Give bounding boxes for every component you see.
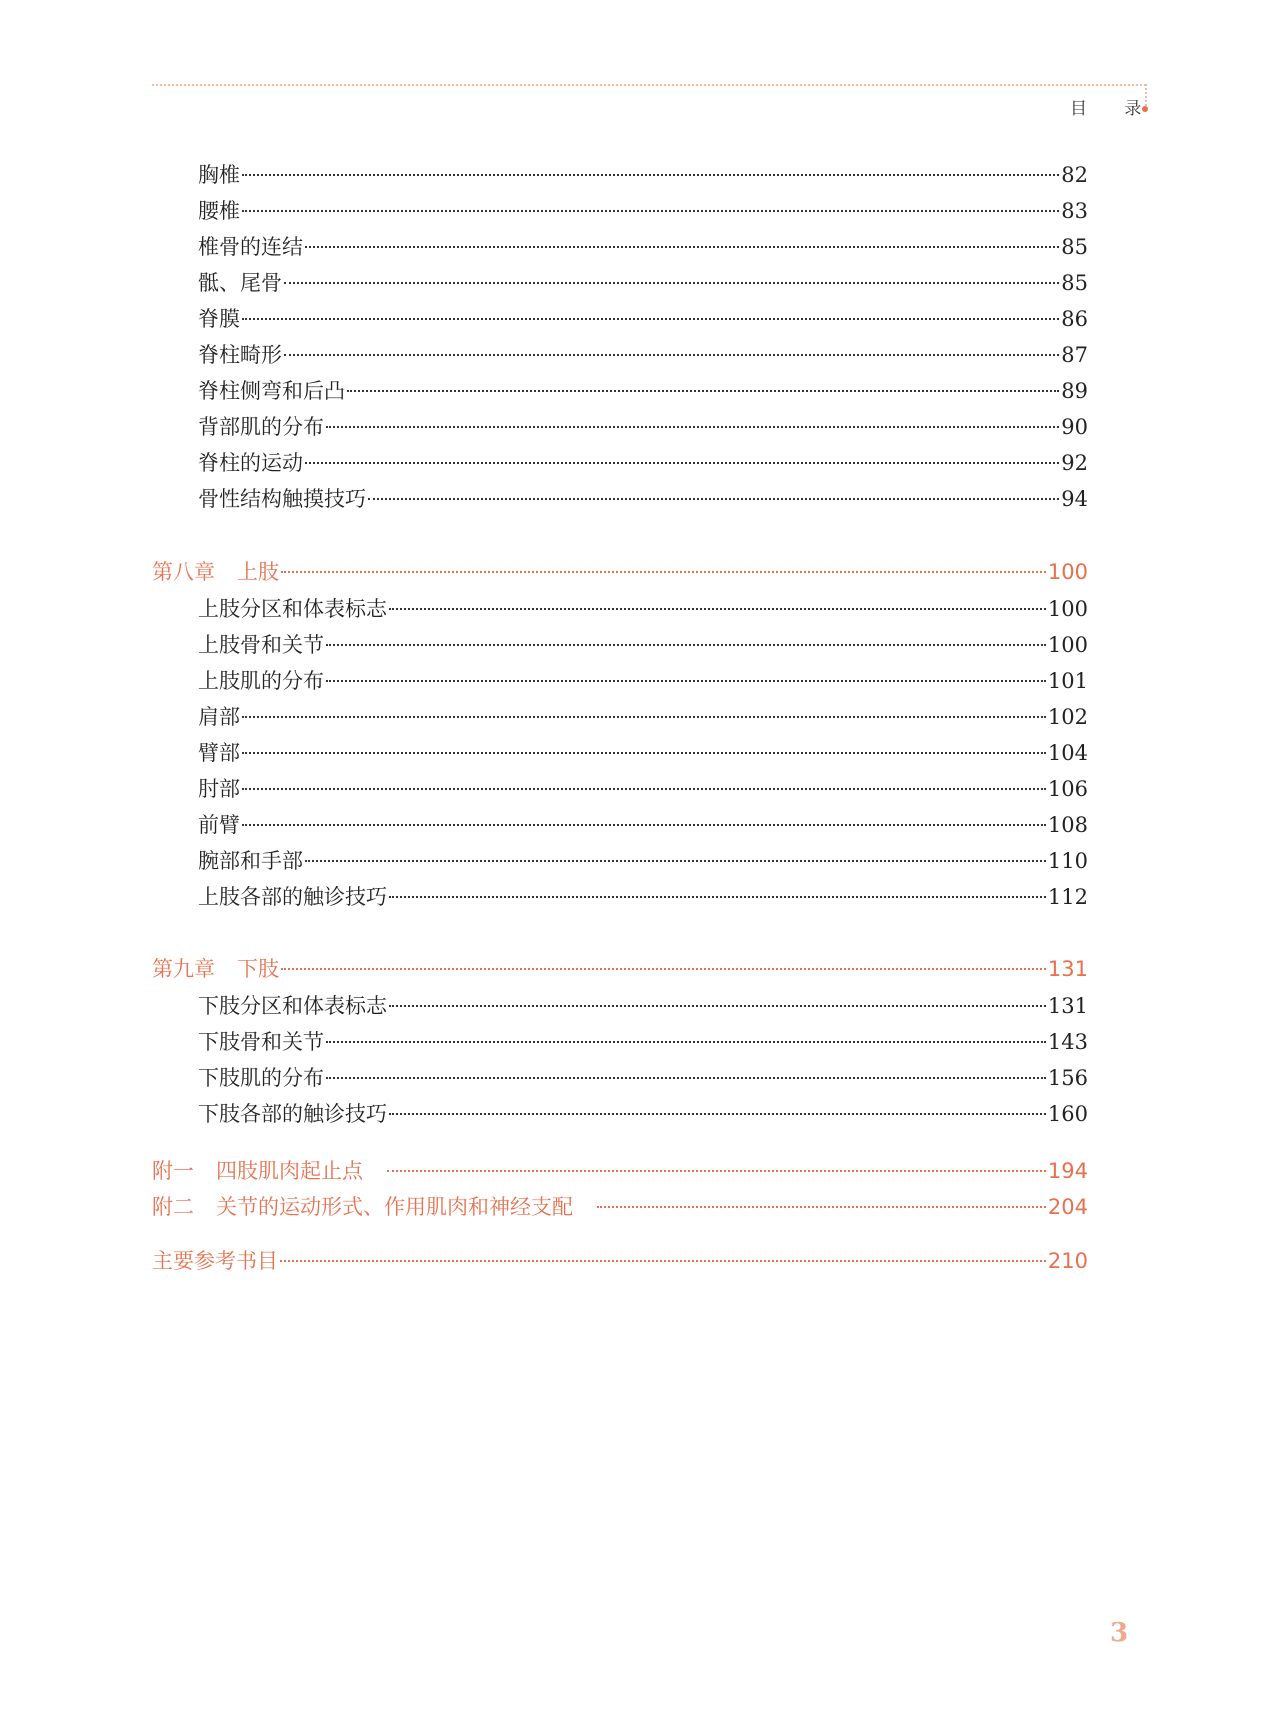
- toc-references[interactable]: [152, 1244, 1088, 1278]
- toc-entry-page: 82: [1061, 163, 1088, 187]
- chapter-number: 第九章: [152, 957, 215, 981]
- toc-entry[interactable]: [152, 158, 1088, 192]
- toc-entry-page: 83: [1061, 199, 1088, 223]
- toc-entry-page: 143: [1047, 1030, 1088, 1054]
- toc-entry-page: 102: [1047, 705, 1088, 729]
- references-title: 主要参考书目: [152, 1249, 278, 1273]
- toc-entry-title: 下肢各部的触诊技巧: [198, 1102, 387, 1126]
- toc-entry-title: 脊膜: [198, 307, 240, 331]
- toc-chapter-9[interactable]: [152, 952, 1088, 986]
- dot-leader: [284, 354, 1059, 356]
- toc-entry-title: 下肢肌的分布: [198, 1066, 324, 1090]
- toc-entry[interactable]: [152, 1097, 1088, 1131]
- toc-entry[interactable]: [152, 664, 1088, 698]
- toc-entry[interactable]: [152, 700, 1088, 734]
- toc-entry[interactable]: [152, 302, 1088, 336]
- toc-entry-page: 131: [1047, 994, 1088, 1018]
- appendix-page: 204: [1047, 1195, 1088, 1219]
- toc-entry-title: 下肢骨和关节: [198, 1030, 324, 1054]
- toc-entry[interactable]: [152, 1061, 1088, 1095]
- toc-entry-page: 87: [1061, 343, 1088, 367]
- dot-leader: [242, 716, 1046, 718]
- toc-entry-page: 90: [1061, 415, 1088, 439]
- chapter-title: 上肢: [237, 560, 279, 584]
- toc-entry-title: 背部肌的分布: [198, 415, 324, 439]
- dot-leader: [242, 788, 1046, 790]
- toc-entry-page: 101: [1047, 669, 1088, 693]
- toc-entry-title: 椎骨的连结: [198, 235, 303, 259]
- dot-leader: [305, 462, 1059, 464]
- dot-leader: [284, 282, 1059, 284]
- chapter-page: 100: [1047, 560, 1088, 584]
- toc-entry-page: 94: [1061, 487, 1088, 511]
- toc-entry-title: 脊柱的运动: [198, 451, 303, 475]
- toc-entry[interactable]: [152, 1025, 1088, 1059]
- appendix-number: 附一: [152, 1159, 194, 1183]
- dot-leader: [242, 752, 1046, 754]
- toc-entry-page: 104: [1047, 741, 1088, 765]
- toc-entry[interactable]: [152, 266, 1088, 300]
- toc-entry-page: 112: [1047, 885, 1088, 909]
- dot-leader: [368, 498, 1059, 500]
- toc-appendix-1[interactable]: [152, 1154, 1088, 1188]
- toc-entry[interactable]: [152, 844, 1088, 878]
- dot-leader: [326, 426, 1059, 428]
- toc-entry[interactable]: [152, 338, 1088, 372]
- chapter-title: 下肢: [237, 957, 279, 981]
- dot-leader: [326, 1041, 1046, 1043]
- toc-entry-title: 腕部和手部: [198, 849, 303, 873]
- appendix-page: 194: [1047, 1159, 1088, 1183]
- toc-entry[interactable]: [152, 230, 1088, 264]
- toc-chapter-8[interactable]: [152, 555, 1088, 589]
- toc-entry-page: 110: [1047, 849, 1088, 873]
- dot-leader: [280, 1260, 1046, 1262]
- toc-entry[interactable]: [152, 410, 1088, 444]
- toc-entry[interactable]: [152, 989, 1088, 1023]
- toc-entry[interactable]: [152, 628, 1088, 662]
- toc-entry-title: 上肢分区和体表标志: [198, 597, 387, 621]
- dot-leader: [387, 1170, 1046, 1172]
- dot-leader: [389, 608, 1046, 610]
- dot-leader: [326, 1077, 1046, 1079]
- toc-entry-title: 前臂: [198, 813, 240, 837]
- toc-entry[interactable]: [152, 736, 1088, 770]
- toc-entry[interactable]: [152, 808, 1088, 842]
- appendix-title: 四肢肌肉起止点: [216, 1159, 363, 1183]
- toc-entry-page: 160: [1047, 1102, 1088, 1126]
- dot-leader: [347, 390, 1059, 392]
- toc-entry-page: 92: [1061, 451, 1088, 475]
- toc-entry-page: 100: [1047, 597, 1088, 621]
- dot-leader: [305, 860, 1046, 862]
- appendix-number: 附二: [152, 1195, 194, 1219]
- dot-leader: [242, 210, 1059, 212]
- dot-leader: [389, 896, 1046, 898]
- dot-leader: [242, 318, 1059, 320]
- toc-entry-title: 上肢各部的触诊技巧: [198, 885, 387, 909]
- references-page: 210: [1047, 1249, 1088, 1273]
- running-header-title: 目 录: [1070, 99, 1158, 119]
- appendix-title: 关节的运动形式、作用肌肉和神经支配: [216, 1195, 573, 1219]
- page-number: 3: [1110, 1618, 1129, 1648]
- toc-entry-page: 106: [1047, 777, 1088, 801]
- toc-entry-title: 下肢分区和体表标志: [198, 994, 387, 1018]
- toc-entry-title: 骨性结构触摸技巧: [198, 487, 366, 511]
- toc-entry[interactable]: [152, 374, 1088, 408]
- chapter-number: 第八章: [152, 560, 215, 584]
- toc-entry[interactable]: [152, 194, 1088, 228]
- toc-entry-title: 脊柱畸形: [198, 343, 282, 367]
- chapter-page: 131: [1047, 957, 1088, 981]
- toc-entry[interactable]: [152, 482, 1088, 516]
- dot-leader: [281, 571, 1046, 573]
- toc-entry-page: 156: [1047, 1066, 1088, 1090]
- dot-leader: [389, 1005, 1046, 1007]
- toc-entry-page: 85: [1061, 235, 1088, 259]
- dot-leader: [242, 824, 1046, 826]
- toc-entry-title: 胸椎: [198, 163, 240, 187]
- toc-appendix-2[interactable]: [152, 1190, 1088, 1224]
- toc-entry-title: 肘部: [198, 777, 240, 801]
- toc-entry-page: 85: [1061, 271, 1088, 295]
- toc-entry-title: 上肢骨和关节: [198, 633, 324, 657]
- toc-entry-title: 腰椎: [198, 199, 240, 223]
- toc-entry-title: 臂部: [198, 741, 240, 765]
- toc-entry-title: 骶、尾骨: [198, 271, 282, 295]
- dot-leader: [597, 1206, 1046, 1208]
- dot-leader: [305, 246, 1059, 248]
- toc-entry-page: 89: [1061, 379, 1088, 403]
- toc-entry-page: 86: [1061, 307, 1088, 331]
- toc-entry-page: 108: [1047, 813, 1088, 837]
- dot-leader: [326, 680, 1046, 682]
- dot-leader: [242, 174, 1059, 176]
- dot-leader: [326, 644, 1046, 646]
- toc-entry-title: 肩部: [198, 705, 240, 729]
- toc-entry-page: 100: [1047, 633, 1088, 657]
- toc-entry-title: 上肢肌的分布: [198, 669, 324, 693]
- toc-entry[interactable]: [152, 772, 1088, 806]
- toc-entry-title: 脊柱侧弯和后凸: [198, 379, 345, 403]
- toc-entry[interactable]: [152, 880, 1088, 914]
- toc-entry[interactable]: [152, 592, 1088, 626]
- dot-leader: [389, 1113, 1046, 1115]
- dot-leader: [281, 968, 1046, 970]
- toc-entry[interactable]: [152, 446, 1088, 480]
